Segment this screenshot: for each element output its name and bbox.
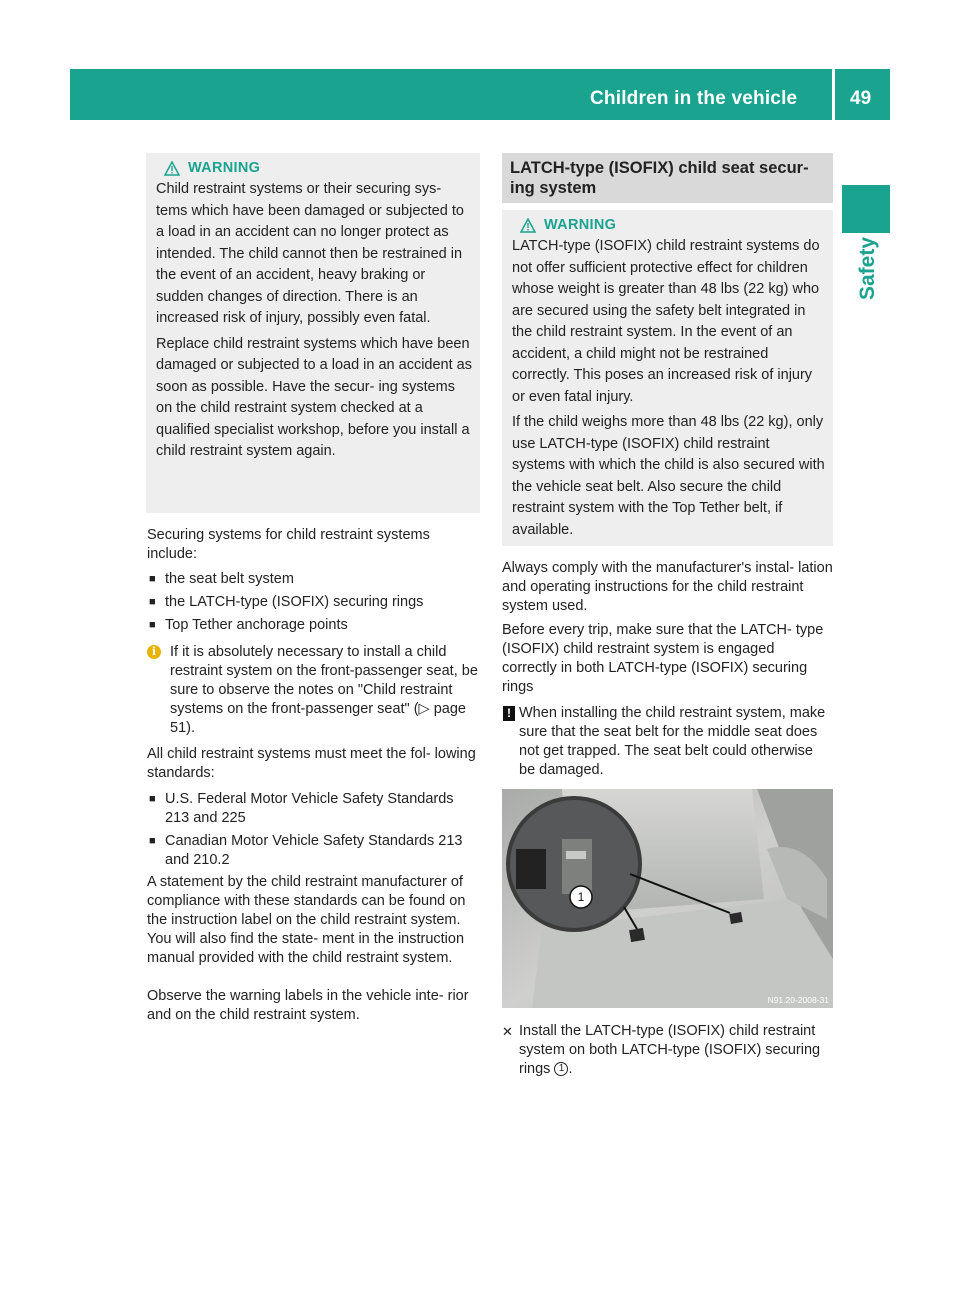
info-note: [147, 643, 480, 738]
list-item: [147, 570, 480, 589]
warning-triangle-icon: [520, 218, 536, 233]
list-item-text: the LATCH-type (ISOFIX) securing rings: [165, 594, 424, 610]
caution-note-text: When installing the child restraint system, make sure that the seat belt for the middle seat does not get trapped. The seat belt could otherwise be damaged.: [519, 705, 826, 778]
header-divider: [832, 69, 835, 120]
warning-box-left: [146, 153, 480, 513]
instruction-end: .: [568, 1061, 573, 1077]
page-ref-link[interactable]: page 51).: [170, 701, 466, 736]
info-icon: i: [147, 645, 161, 659]
bullet-icon: ■: [149, 835, 156, 847]
bullet-icon: ■: [149, 619, 156, 631]
list-item-text: U.S. Federal Motor Vehicle Safety Standards 213 and 225: [165, 791, 454, 826]
seat-illustration-graphic: [502, 789, 833, 1008]
section-heading: LATCH-type (ISOFIX) child seat secur- ing system: [502, 153, 833, 203]
list-item-text: Canadian Motor Vehicle Safety Standards 213 and 210.2: [165, 833, 463, 868]
body-paragraph: Observe the warning labels in the vehicle inte- rior and on the child restraint system.: [147, 988, 469, 1023]
body-paragraph: A statement by the child restraint manufacturer of compliance with these standards can be found on the instruction label on the child restraint system. You will also find the state- ment in the instruction manual provided with the child restraint system.: [147, 874, 466, 966]
page-ref-arrow-icon: ▷: [418, 701, 430, 717]
seat-illustration: [502, 789, 833, 1008]
body-paragraph: All child restraint systems must meet the fol- lowing standards:: [147, 746, 476, 781]
list-item-text: the seat belt system: [165, 571, 294, 587]
bullet-icon: ■: [149, 596, 156, 608]
warning-box-right: [502, 210, 833, 546]
instruction-text: Install the LATCH-type (ISOFIX) child restraint system on both LATCH-type (ISOFIX) securing rings: [519, 1023, 821, 1077]
callout-number: 1: [554, 1062, 568, 1076]
warning-heading: [512, 214, 825, 236]
list-item: [147, 616, 480, 635]
list-item: [147, 832, 480, 870]
list-item: [147, 790, 480, 828]
warning-paragraph: Replace child restraint systems which have been damaged or subjected to a load in an accident as soon as possible. Have the secur- ing systems on the child restraint system checked at a qualified specialist workshop, before you install a child restraint system again.: [156, 335, 472, 459]
body-paragraph: Securing systems for child restraint systems include:: [147, 527, 430, 562]
bullet-icon: ■: [149, 793, 156, 805]
callout-number: 1: [577, 890, 585, 904]
section-tab-marker: [842, 185, 890, 233]
warning-paragraph: LATCH-type (ISOFIX) child restraint systems do not offer sufficient protective effect for children whose weight is greater than 48 lbs (22 kg) who are secured using the safety belt integrated in the child restraint system. In the event of an accident, a child might not be restrained correctly. This poses an increased risk of injury or even fatal injury.: [512, 238, 820, 405]
list-item-text: Top Tether anchorage points: [165, 617, 348, 633]
warning-label: WARNING: [188, 160, 261, 176]
page-title: Children in the vehicle: [590, 88, 798, 109]
body-paragraph: Before every trip, make sure that the LATCH- type (ISOFIX) child restraint system is engaged correctly in both LATCH-type (ISOFIX) securing rings: [502, 622, 824, 695]
bullet-icon: ■: [149, 573, 156, 585]
warning-paragraph: Child restraint systems or their securing sys- tems which have been damaged or subjected to a load in an accident can no longer protect as intended. The child cannot then be restrained in the event of an accident, heavy braking or sudden changes of direction. There is an increased risk of injury, possibly even fatal.: [156, 181, 464, 326]
action-arrow-icon: ✕: [502, 1024, 513, 1039]
body-paragraph: Always comply with the manufacturer's instal- lation and operating instructions for the child restraint system used.: [502, 560, 833, 614]
caution-note: [502, 704, 833, 780]
warning-triangle-icon: [164, 161, 180, 176]
instruction-step: [502, 1022, 833, 1079]
caution-icon: !: [503, 706, 515, 721]
warning-paragraph: If the child weighs more than 48 lbs (22 kg), only use LATCH-type (ISOFIX) child restraint systems with which the child is also secured with the vehicle seat belt. Also secure the child restraint system with the Top Tether belt, if available.: [512, 414, 825, 538]
image-code-caption: N91.20-2008-31: [767, 995, 829, 1005]
info-note-text: If it is absolutely necessary to install a child restraint system on the front-passenger seat, be sure to observe the notes on "Child restraint systems on the front-passenger seat" (: [170, 644, 478, 717]
page-number: 49: [850, 88, 872, 109]
warning-label: WARNING: [544, 217, 617, 233]
list-item: [147, 593, 480, 612]
warning-heading: [156, 157, 472, 179]
section-tab-label: Safety: [856, 236, 879, 300]
